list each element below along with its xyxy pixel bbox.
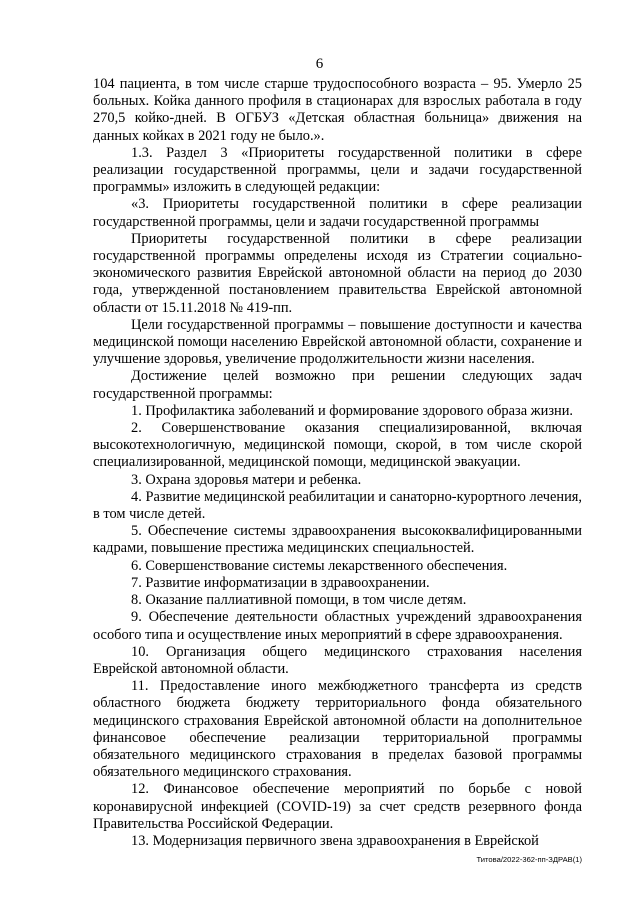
paragraph: Приоритеты государственной политики в сфере реализации государственной программы определены исходя из Стратегии социально-экономического развития Еврейской автономной области на период до 2030 года, утвержденной постановлением правительства Еврейской автономной области от 15.11.2018 № 419-пп.: [93, 230, 582, 316]
paragraph: 104 пациента, в том числе старше трудоспособного возраста – 95. Умерло 25 больных. Койка данного профиля в стационарах для взрослых работала в году 270,5 койко-дней. В ОГБУЗ «Детская областная больница» движения на данных койках в 2021 году не было.».: [93, 76, 582, 144]
paragraph: Цели государственной программы – повышение доступности и качества медицинской помощи населению Еврейской автономной области, сохранение и улучшение здоровья, увеличение продолжительности жизни населения.: [93, 316, 582, 368]
list-item: 12. Финансовое обеспечение мероприятий по борьбе с новой коронавирусной инфекцией (COVID-19) за счет средств резервного фонда Правительства Российской Федерации.: [93, 781, 582, 832]
list-item: 3. Охрана здоровья матери и ребенка.: [131, 471, 362, 488]
document-body: [93, 76, 582, 850]
list-item: 7. Развитие информатизации в здравоохранении.: [131, 574, 430, 591]
paragraph: 1.3. Раздел 3 «Приоритеты государственной политики в сфере реализации государственной программы, цели и задачи государственной программы» изложить в следующей редакции:: [93, 144, 582, 196]
list-item: 9. Обеспечение деятельности областных учреждений здравоохранения особого типа и осуществление иных мероприятий в сфере здравоохранения.: [93, 609, 582, 643]
paragraph: Достижение целей возможно при решении следующих задач государственной программы:: [93, 368, 582, 402]
list-item: 13. Модернизация первичного звена здравоохранения в Еврейской: [131, 832, 539, 849]
list-item: 10. Организация общего медицинского страхования населения Еврейской автономной области.: [93, 643, 582, 677]
list-item: 6. Совершенствование системы лекарственного обеспечения.: [131, 557, 508, 574]
paragraph: «3. Приоритеты государственной политики в сфере реализации государственной программы, цели и задачи государственной программы: [93, 196, 582, 230]
list-item: 1. Профилактика заболеваний и формирование здорового образа жизни.: [131, 402, 574, 419]
list-item: 5. Обеспечение системы здравоохранения высококвалифицированными кадрами, повышение престижа медицинских специальностей.: [93, 523, 582, 557]
page-number: 6: [315, 56, 324, 72]
list-item: 8. Оказание паллиативной помощи, в том числе детям.: [131, 592, 467, 609]
list-item: 4. Развитие медицинской реабилитации и санаторно-курортного лечения, в том числе детей.: [93, 488, 582, 523]
list-item: 11. Предоставление иного межбюджетного трансферта из средств областного бюджета бюджету территориального фонда обязательного медицинского страхования Еврейской автономной области на дополнительное финансовое обеспечение реализации территориальной программы обязательного медицинского страхования в пределах базовой программы обязательного медицинского страхования.: [93, 678, 582, 781]
document-code-footer: Титова/2022-362-пп-ЗДРАВ(1): [476, 855, 582, 864]
list-item: 2. Совершенствование оказания специализированной, включая высокотехнологичную, медицинской помощи, скорой, в том числе скорой специализированной, медицинской помощи, медицинской эвакуации.: [93, 420, 582, 471]
